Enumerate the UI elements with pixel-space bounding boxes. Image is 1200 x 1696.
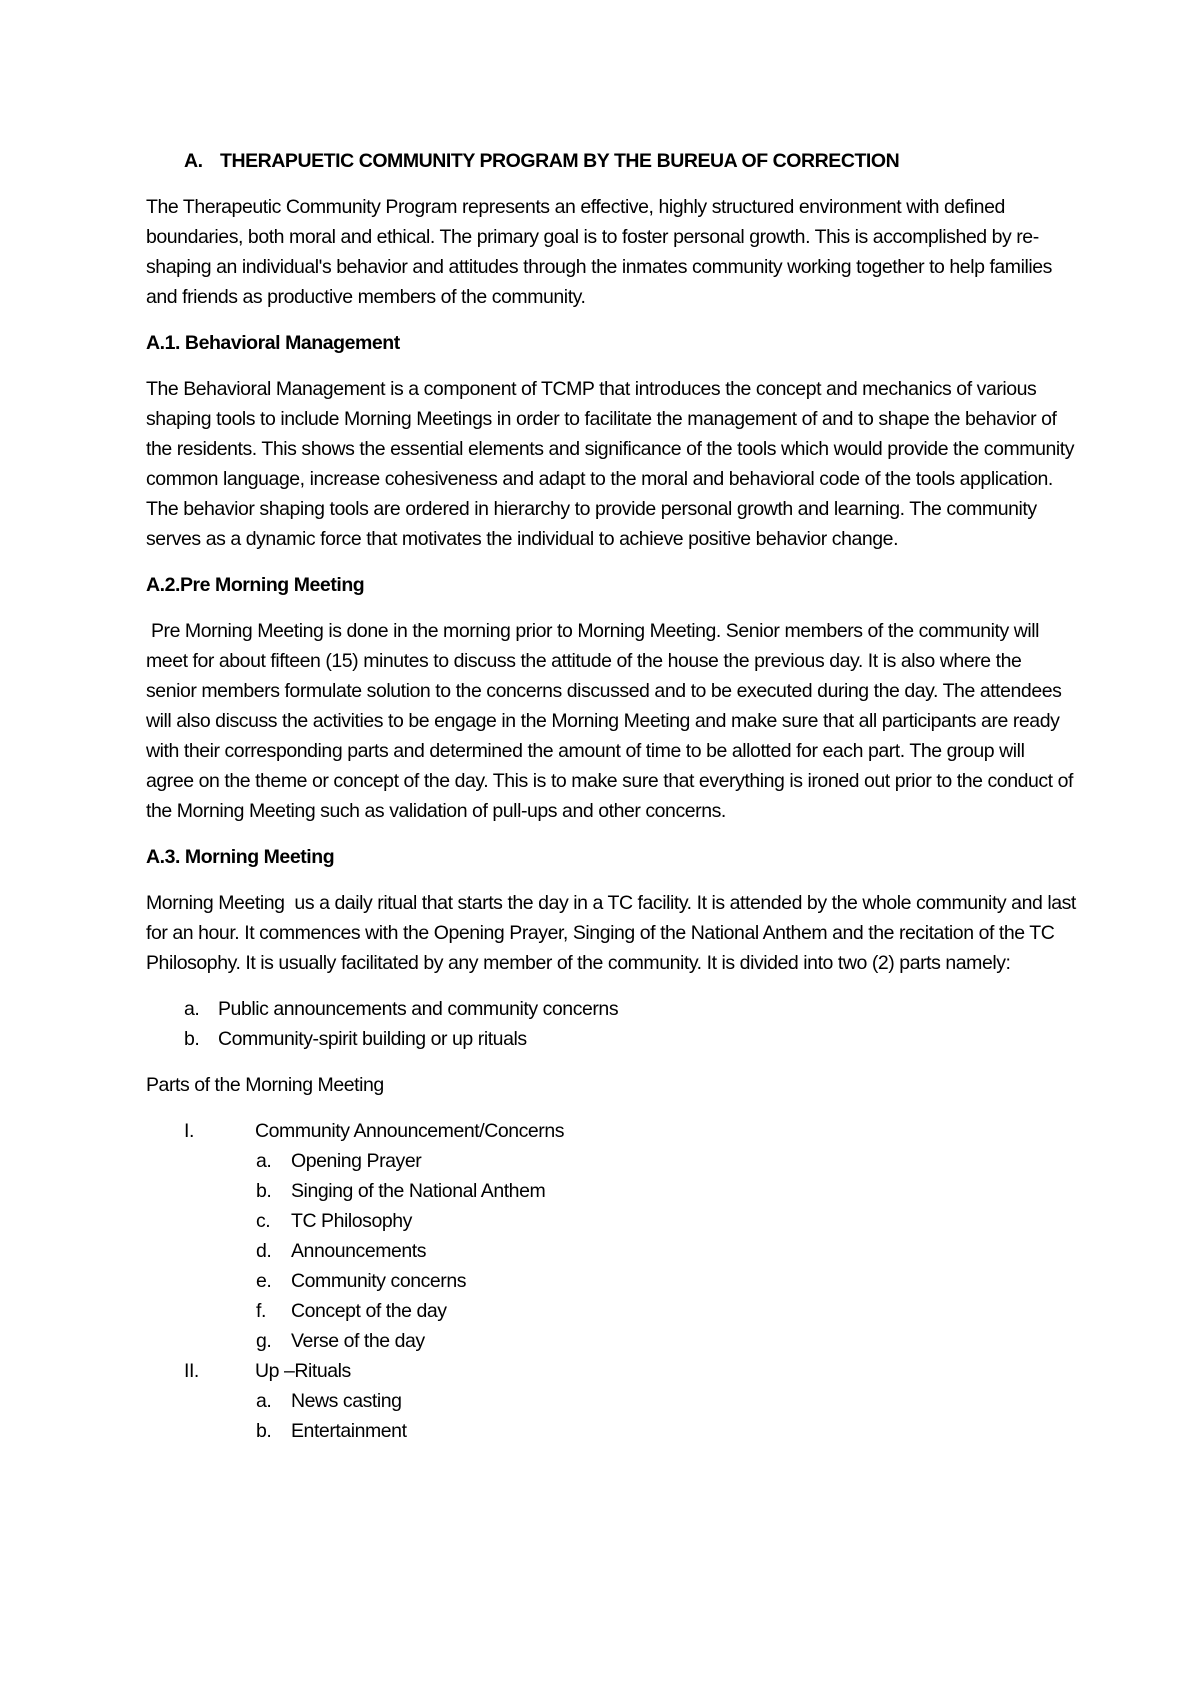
section-a-title: THERAPUETIC COMMUNITY PROGRAM BY THE BUREUA OF CORRECTION xyxy=(220,150,900,172)
list-item xyxy=(146,1266,1076,1296)
list-marker: f. xyxy=(256,1300,266,1322)
list-marker: a. xyxy=(256,1150,272,1172)
list-marker: b. xyxy=(256,1180,272,1202)
roman-marker: II. xyxy=(184,1360,199,1382)
list-item-text: News casting xyxy=(291,1390,402,1412)
list-item xyxy=(146,1326,1076,1356)
outline-row xyxy=(146,1116,1076,1146)
outline-item-rituals xyxy=(146,1356,1076,1446)
list-item xyxy=(146,1176,1076,1206)
list-item xyxy=(146,1296,1076,1326)
section-a-paragraph: The Therapeutic Community Program represents an effective, highly structured environment with defined boundaries, both moral and ethical. The primary goal is to foster personal growth. This is accomplished by re-shaping an individual's behavior and attitudes through the inmates community working together to help families and friends as productive members of the community. xyxy=(146,196,1052,308)
list-marker: g. xyxy=(256,1330,272,1352)
list-marker: b. xyxy=(256,1420,272,1442)
document-body xyxy=(146,146,1081,1446)
list-item xyxy=(146,994,1076,1024)
list-marker: d. xyxy=(256,1240,272,1262)
list-item xyxy=(146,1206,1076,1236)
section-a-marker: A. xyxy=(184,150,203,172)
section-a3-heading: A.3. Morning Meeting xyxy=(146,846,335,868)
list-item xyxy=(146,1416,1076,1446)
list-item-text: Public announcements and community concerns xyxy=(218,998,619,1020)
list-marker: a. xyxy=(184,998,200,1020)
list-item-text: Concept of the day xyxy=(291,1300,447,1322)
section-a3-paragraph: Morning Meeting us a daily ritual that starts the day in a TC facility. It is attended by the whole community and last for an hour. It commences with the Opening Prayer, Singing of the National Anthem and the recitation of the TC Philosophy. It is usually facilitated by any member of the community. It is divided into two (2) parts namely: xyxy=(146,892,1081,974)
list-item-text: Announcements xyxy=(291,1240,427,1262)
section-a1-paragraph: The Behavioral Management is a component of TCMP that introduces the concept and mechanics of various shaping tools to include Morning Meetings in order to facilitate the management of and to shape the behavior of the residents. This shows the essential elements and significance of the tools which would provide the community common language, increase cohesiveness and adapt to the moral and behavioral code of the tools application. The behavior shaping tools are ordered in hierarchy to provide personal growth and learning. The community serves as a dynamic force that motivates the individual to achieve positive behavior change. xyxy=(146,378,1075,550)
meeting-outline xyxy=(146,1116,1076,1446)
section-a1-heading: A.1. Behavioral Management xyxy=(146,332,400,354)
parts-title: Parts of the Morning Meeting xyxy=(146,1074,384,1096)
outline-sub-list xyxy=(146,1146,1076,1356)
section-a-heading xyxy=(146,146,1076,176)
list-item xyxy=(146,1024,1076,1054)
list-item-text: Opening Prayer xyxy=(291,1150,422,1172)
roman-marker: I. xyxy=(184,1120,194,1142)
section-a2-paragraph: Pre Morning Meeting is done in the morning prior to Morning Meeting. Senior members of the community will meet for about fifteen (15) minutes to discuss the attitude of the house the previous day. It is also where the senior members formulate solution to the concerns discussed and to be executed during the day. The attendees will also discuss the activities to be engage in the Morning Meeting and make sure that all participants are ready with their corresponding parts and determined the amount of time to be allotted for each part. The group will agree on the theme or concept of the day. This is to make sure that everything is ironed out prior to the conduct of the Morning Meeting such as validation of pull-ups and other concerns. xyxy=(146,620,1078,822)
list-item-text: Community concerns xyxy=(291,1270,467,1292)
outline-item-text: Community Announcement/Concerns xyxy=(255,1120,565,1142)
list-marker: a. xyxy=(256,1390,272,1412)
list-marker: c. xyxy=(256,1210,271,1232)
section-a2-heading: A.2.Pre Morning Meeting xyxy=(146,574,365,596)
list-item-text: TC Philosophy xyxy=(291,1210,412,1232)
outline-row xyxy=(146,1356,1076,1386)
list-item xyxy=(146,1386,1076,1416)
list-item-text: Entertainment xyxy=(291,1420,407,1442)
list-item-text: Verse of the day xyxy=(291,1330,425,1352)
list-item-text: Singing of the National Anthem xyxy=(291,1180,546,1202)
outline-item-community xyxy=(146,1116,1076,1356)
meeting-parts-list xyxy=(146,994,1076,1054)
outline-sub-list xyxy=(146,1386,1076,1446)
list-item-text: Community-spirit building or up rituals xyxy=(218,1028,527,1050)
outline-item-text: Up –Rituals xyxy=(255,1360,351,1382)
list-marker: e. xyxy=(256,1270,272,1292)
list-marker: b. xyxy=(184,1028,200,1050)
list-item xyxy=(146,1236,1076,1266)
list-item xyxy=(146,1146,1076,1176)
